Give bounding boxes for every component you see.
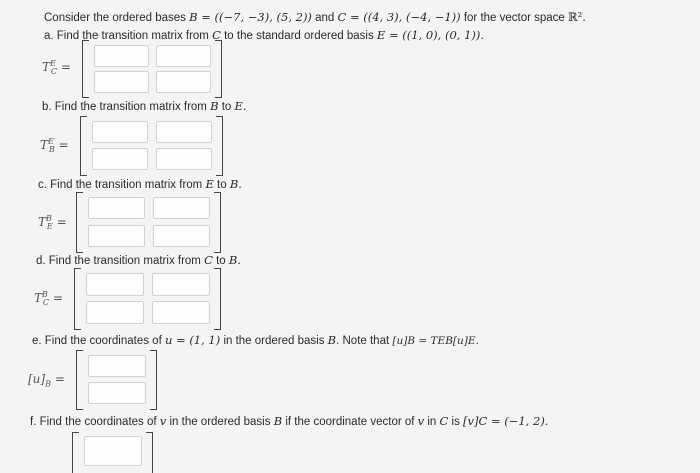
part-f-basis: B — [273, 414, 283, 428]
part-e-input-2[interactable] — [89, 383, 149, 405]
part-a-mid: to the standard ordered basis — [220, 30, 377, 42]
part-b-input-22[interactable] — [157, 149, 215, 171]
part-f-input-1[interactable] — [85, 437, 145, 467]
problem-statement — [44, 10, 586, 24]
part-c-text: c. Find the transition matrix from — [38, 179, 206, 191]
intro-and: and — [311, 12, 338, 24]
part-c-from: E — [205, 177, 214, 191]
part-a-cell-11[interactable] — [94, 45, 149, 67]
part-d-bracket-right — [214, 268, 221, 330]
part-e-bracket-left — [76, 350, 83, 410]
standard-basis-e: E = ((1, 0), (0, 1)). — [376, 28, 485, 42]
part-c-cell-12[interactable] — [153, 197, 210, 219]
part-f-basis-c: C — [439, 414, 449, 428]
part-e-formula: [u]B = TEB[u]E. — [392, 335, 479, 347]
part-e-question — [32, 333, 479, 347]
part-f-question — [30, 414, 548, 428]
part-b-bracket-left — [80, 116, 87, 176]
part-a-label: $T^E_C$ = — [42, 59, 71, 77]
part-b-question — [42, 99, 247, 113]
part-b-to: E. — [234, 99, 247, 113]
coordinate-vector-v-c: [v]C = (−1, 2). — [463, 414, 549, 428]
part-b-from: B — [210, 99, 219, 113]
part-c-input-21[interactable] — [89, 226, 148, 248]
part-f-mid: in the ordered basis — [166, 416, 274, 428]
part-d-input-11[interactable] — [87, 274, 147, 297]
part-b-label: $T^E_B$ = — [40, 137, 69, 155]
part-a-cell-12[interactable] — [156, 45, 211, 67]
part-c-cell-22[interactable] — [153, 225, 210, 247]
part-d-cell-11[interactable] — [86, 273, 144, 296]
part-a-input-11[interactable] — [95, 46, 152, 68]
vector-space-r2: ℝ². — [568, 10, 586, 24]
part-c-input-22[interactable] — [154, 226, 213, 248]
part-d-cell-22[interactable] — [152, 301, 210, 324]
part-d-to-word: to — [212, 255, 229, 267]
part-a-from: C — [212, 28, 221, 42]
part-d-input-12[interactable] — [153, 274, 213, 297]
part-f-bracket-left — [72, 432, 79, 473]
part-d-cell-12[interactable] — [152, 273, 210, 296]
part-f-mid2: if the coordinate vector of — [282, 416, 418, 428]
part-d-label: $T^B_C$ = — [34, 290, 63, 308]
part-c-to: B. — [229, 177, 242, 191]
part-e-basis: B — [327, 333, 337, 347]
vector-u: u = (1, 1) — [164, 333, 221, 347]
part-a-bracket-right — [215, 40, 222, 98]
part-d-text: d. Find the transition matrix from — [36, 255, 205, 267]
part-e-input-1[interactable] — [89, 356, 149, 378]
part-b-input-11[interactable] — [93, 122, 151, 144]
part-a-cell-21[interactable] — [94, 71, 149, 93]
part-b-cell-21[interactable] — [92, 148, 148, 170]
part-b-input-21[interactable] — [93, 149, 151, 171]
part-d-input-22[interactable] — [153, 302, 213, 325]
part-d-cell-21[interactable] — [86, 301, 144, 324]
part-e-cell-1[interactable] — [88, 355, 146, 377]
part-a-input-12[interactable] — [157, 46, 214, 68]
part-f-cell-1[interactable] — [84, 436, 142, 466]
part-f-is: is — [448, 416, 464, 428]
part-f-bracket-right — [146, 432, 153, 473]
part-c-cell-21[interactable] — [88, 225, 145, 247]
part-a-cell-22[interactable] — [156, 71, 211, 93]
part-e-mid: in the ordered basis — [220, 335, 328, 347]
part-d-input-21[interactable] — [87, 302, 147, 325]
intro-text: Consider the ordered bases — [44, 12, 190, 24]
part-b-text: b. Find the transition matrix from — [42, 101, 211, 113]
part-e-text: e. Find the coordinates of — [32, 335, 165, 347]
part-c-input-12[interactable] — [154, 198, 213, 220]
basis-b-definition: B = ((−7, −3), (5, 2)) — [189, 10, 312, 24]
basis-c-definition: C = ((4, 3), (−4, −1)) — [337, 10, 461, 24]
part-d-question — [36, 253, 241, 267]
part-f-in: in — [424, 416, 440, 428]
part-a-bracket-left — [82, 40, 89, 98]
part-a-text: a. Find the transition matrix from — [44, 30, 213, 42]
part-c-question — [38, 177, 242, 191]
part-b-bracket-right — [216, 116, 223, 176]
part-b-cell-22[interactable] — [156, 148, 212, 170]
part-e-cell-2[interactable] — [88, 382, 146, 404]
part-c-bracket-right — [214, 192, 221, 253]
part-c-input-11[interactable] — [89, 198, 148, 220]
part-d-to: B. — [228, 253, 241, 267]
part-a-input-22[interactable] — [157, 72, 214, 94]
vector-v-ref: v — [417, 414, 425, 428]
part-d-bracket-left — [74, 268, 81, 330]
part-c-bracket-left — [76, 192, 83, 253]
part-c-to-word: to — [213, 179, 230, 191]
intro-for: for the vector space — [460, 12, 569, 24]
part-c-label: $T^B_E$ = — [38, 214, 67, 232]
part-b-cell-11[interactable] — [92, 121, 148, 143]
part-a-question — [44, 28, 484, 42]
part-e-label: $[u]_B$ = — [28, 372, 65, 389]
part-b-cell-12[interactable] — [156, 121, 212, 143]
part-a-input-21[interactable] — [95, 72, 152, 94]
part-c-cell-11[interactable] — [88, 197, 145, 219]
part-b-input-12[interactable] — [157, 122, 215, 144]
part-e-note: . Note that — [336, 335, 393, 347]
part-d-from: C — [204, 253, 213, 267]
part-f-text: f. Find the coordinates of — [30, 416, 160, 428]
part-b-to-word: to — [218, 101, 235, 113]
part-e-bracket-right — [150, 350, 157, 410]
vector-v: v — [159, 414, 167, 428]
